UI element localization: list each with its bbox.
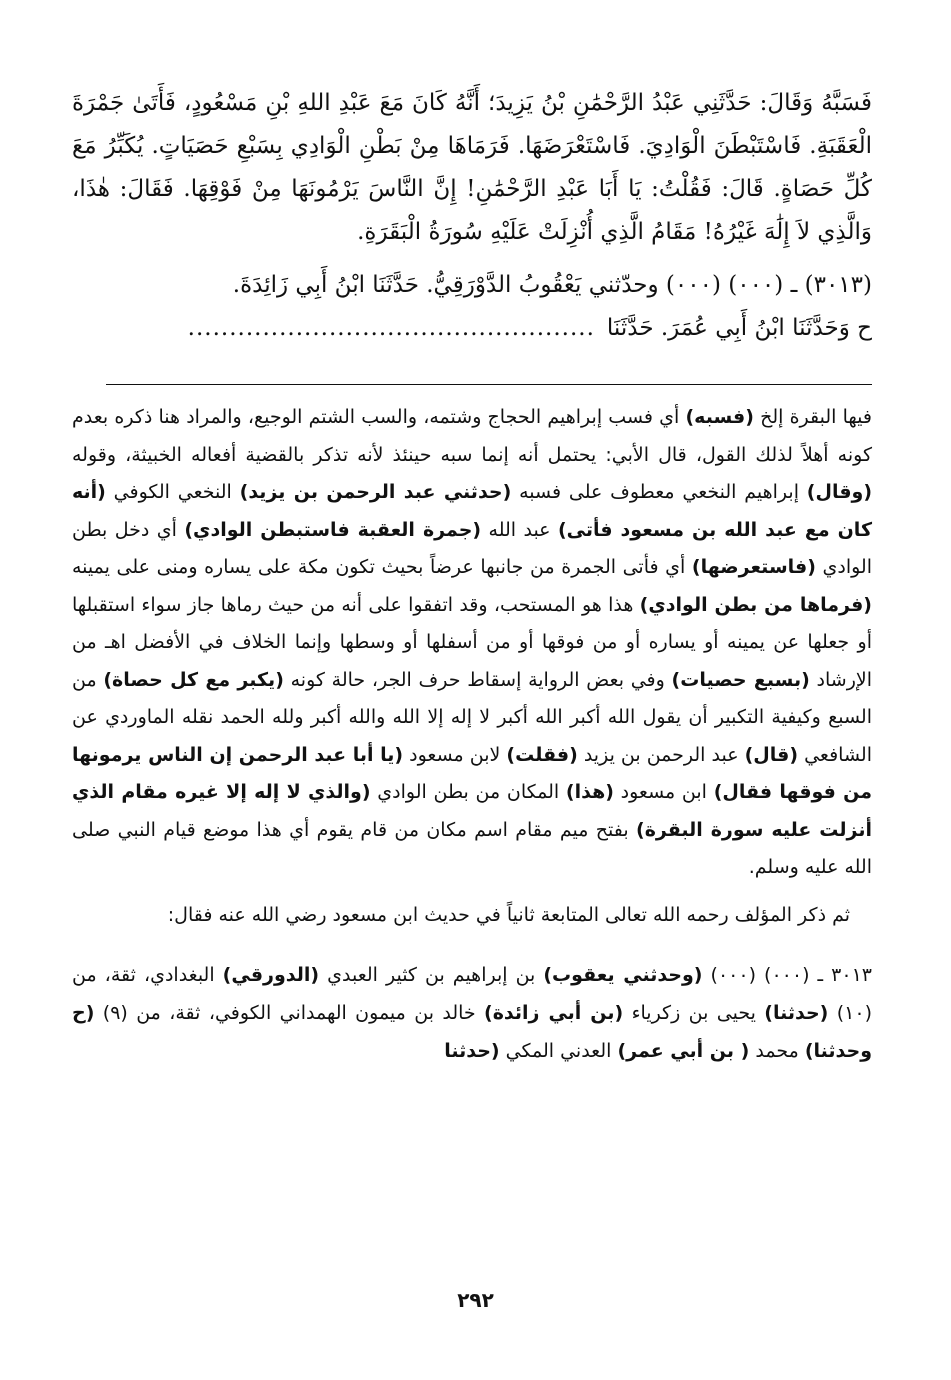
page xyxy=(72,78,872,1358)
commentary-quote: (جمرة العقبة فاستبطن الوادي) xyxy=(184,518,482,541)
commentary-quote: (هذا) xyxy=(565,781,614,803)
narrators-text: العدني المكي xyxy=(499,1039,618,1062)
narrators-quote: ( بن أبي عمر) xyxy=(617,1039,750,1062)
commentary-text: أي فسب إبراهيم الحجاج وشتمه، والسب الشتم الوجيع، والمراد هنا ذكره بعدم كونه أهلاً لذلك القول، قال الأبي: يحتمل أنه إنما سبه حينئذ لأنه تذكر بالقضية أفعاله الخبيثة، وقوله xyxy=(72,406,872,466)
commentary-quote: (بسبع حصيات) xyxy=(671,668,810,691)
commentary-text: من السبع وكيفية التكبير أن يقول الله أكبر الله أكبر لا إله إلا الله والله أكبر ولله الحمد نقله الماوردي عن الشافعي xyxy=(72,668,872,766)
commentary-text: المكان من بطن الوادي xyxy=(370,781,566,803)
commentary-text: عبد الله xyxy=(481,518,558,541)
chain-line-2-text: ح وَحَدَّثَنَا ابْنُ أَبِي عُمَرَ. حَدَّثَنَا xyxy=(606,315,872,341)
narrators-text: ٣٠١٣ ـ (٠٠٠) (٠٠٠) xyxy=(702,963,872,986)
commentary-text: ابن مسعود xyxy=(613,781,714,803)
commentary-text: النخعي الكوفي xyxy=(105,481,240,503)
commentary-text: إبراهيم النخعي معطوف على فسبه xyxy=(511,481,807,503)
page-number: ٢٩٢ xyxy=(457,1288,494,1312)
narrators-text: خالد بن ميمون الهمداني الكوفي، ثقة، من (٩) xyxy=(94,1001,485,1024)
narrators-text: محمد xyxy=(749,1039,805,1062)
commentary-quote: (فاستعرضها) xyxy=(691,556,816,578)
narrators-quote: (ح وحدثنا) xyxy=(72,1001,872,1062)
commentary-quote: (قال) xyxy=(744,743,799,766)
commentary-quote: (فسبه) xyxy=(685,406,754,428)
chain-line-2 xyxy=(72,307,872,350)
commentary-quote: (وقال) xyxy=(806,481,873,503)
commentary-quote: (والذي لا إله إلا غيره مقام الذي أنزلت عليه سورة البقرة) xyxy=(72,781,872,841)
commentary-text: أي دخل بطن الوادي xyxy=(72,518,872,578)
commentary-quote: (أنه كان مع عبد الله بن مسعود فأتى) xyxy=(72,481,872,541)
commentary-text: هذا هو المستحب، وقد اتفقوا على أنه من حيث رماها جاز سواء استقبلها أو جعلها عن يمينه أو يساره أو من فوقها أو من أسفلها أو وسطها وإنما الخلاف في الأفضل اهـ من الإرشاد xyxy=(72,593,872,691)
footnote-divider xyxy=(106,384,872,385)
narrators-text: يحيى بن زكرياء xyxy=(623,1001,765,1024)
transition-paragraph: ثم ذكر المؤلف رحمه الله تعالى المتابعة ثانياً في حديث ابن مسعود رضي الله عنه فقال: xyxy=(167,903,850,926)
commentary-quote: (فرماها من بطن الوادي) xyxy=(639,593,872,616)
commentary-quote: (فقلت) xyxy=(506,743,578,766)
narrators-quote: (حدثنا) xyxy=(764,1001,829,1024)
commentary-quote: (يا أبا عبد الرحمن إن الناس يرمونها من فوقها فقال) xyxy=(72,743,873,803)
commentary-text: فيها البقرة إلخ xyxy=(753,406,872,428)
narrators-quote: (وحدثني يعقوب) xyxy=(543,963,703,986)
commentary-text: عبد الرحمن بن يزيد xyxy=(577,743,745,766)
chain-line-1: (٣٠١٣) ـ (٠٠٠) (٠٠٠) وحدّثني يَعْقُوبُ الدَّوْرَقِيُّ. حَدَّثَنَا ابْنُ أَبِي زَائِدَةَ. xyxy=(232,272,872,298)
narrators-quote: (بن أبي زائدة) xyxy=(484,1001,624,1024)
ellipsis-dots: ................................................. xyxy=(187,315,595,341)
commentary-text: وفي بعض الرواية إسقاط حرف الجر، حالة كونه xyxy=(283,668,672,691)
commentary-quote: (يكبر مع كل حصاة) xyxy=(103,668,284,691)
hadith-chain xyxy=(72,264,872,350)
commentary-quote: (حدثني عبد الرحمن بن يزيد) xyxy=(239,481,512,503)
narrators-paragraph xyxy=(72,956,872,1070)
narrators-quote: (حدثنا xyxy=(444,1039,500,1062)
commentary-text: أي فأتى الجمرة من جانبها عرضاً بحيث تكون مكة على يساره ومنى على يمينه xyxy=(72,556,692,578)
narrators-text: بن إبراهيم بن كثير العبدي xyxy=(319,963,544,986)
narrators-text: البغدادي، ثقة، من (١٠) xyxy=(72,963,872,1024)
narrators-quote: (الدورقي) xyxy=(222,963,320,986)
commentary-paragraph xyxy=(72,399,872,887)
commentary-text: بفتح ميم مقام اسم مكان من قام يقوم أي هذا موضع قيام النبي صلى الله عليه وسلم. xyxy=(72,818,872,878)
hadith-text: فَسَبَّهُ وَقَالَ: حَدَّثَنِي عَبْدُ الرَّحْمَٰنِ بْنُ يَزِيدَ؛ أَنَّهُ كَانَ مَعَ عَبْدِ اللهِ بْنِ مَسْعُودٍ، فَأَتَىٰ جَمْرَةَ الْعَقَبَةِ. فَاسْتَبْطَنَ الْوَادِيَ. فَاسْتَعْرَضَهَا. فَرَمَاهَا مِنْ بَطْنِ الْوَادِي بِسَبْعِ حَصَيَاتٍ. يُكَبِّرُ مَعَ كُلِّ حَصَاةٍ. قَالَ: فَقُلْتُ: يَا أَبَا عَبْدِ الرَّحْمَٰنِ! إِنَّ النَّاسَ يَرْمُونَهَا مِنْ فَوْقِهَا. فَقَالَ: هٰذَا، وَالَّذِي لاَ إِلَٰهَ غَيْرُهُ! مَقَامُ الَّذِي أُنْزِلَتْ عَلَيْهِ سُورَةُ الْبَقَرَةِ. xyxy=(72,90,872,245)
commentary-text: لابن مسعود xyxy=(403,743,507,766)
